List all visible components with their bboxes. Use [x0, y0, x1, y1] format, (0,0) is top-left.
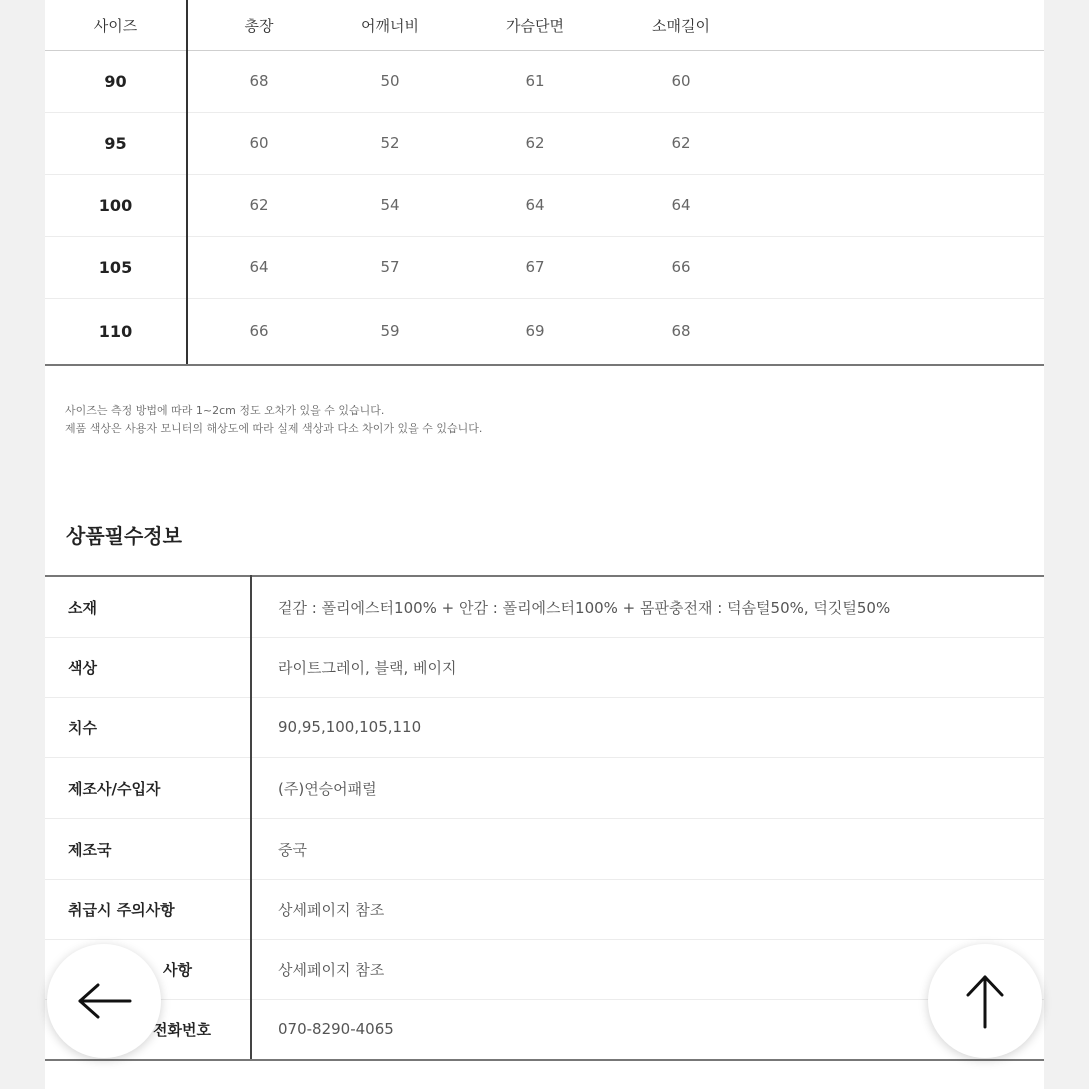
header-total-length: 총장	[244, 16, 274, 35]
table-row	[45, 697, 1044, 758]
header-shoulder-width: 어깨너비	[361, 16, 419, 35]
value-cell: 57	[380, 258, 400, 276]
table-row	[45, 879, 1044, 940]
value-cell: 64	[249, 258, 269, 276]
value-cell: 64	[671, 196, 691, 214]
value-cell: 61	[525, 72, 545, 90]
product-detail-sheet	[45, 0, 1044, 1089]
info-label: 사항	[163, 960, 192, 979]
table-row	[45, 999, 1044, 1059]
value-cell: 62	[525, 134, 545, 152]
info-value: 중국	[278, 840, 307, 859]
table-row	[45, 577, 1044, 638]
info-label: 제조사/수입자	[68, 779, 161, 798]
info-value: (주)연승어패럴	[278, 779, 377, 798]
column-divider	[186, 0, 188, 364]
value-cell: 54	[380, 196, 400, 214]
table-bottom-border	[45, 1059, 1044, 1061]
note-line: 제품 색상은 사용자 모니터의 해상도에 따라 실제 색상과 다소 차이가 있을 수 있습니다.	[65, 422, 483, 435]
size-cell: 95	[104, 133, 127, 153]
info-value: 상세페이지 참조	[278, 960, 385, 979]
table-row	[45, 50, 1044, 113]
info-label: 취급시 주의사항	[68, 900, 175, 919]
size-cell: 90	[104, 71, 127, 91]
info-label: 전화번호	[153, 1020, 211, 1039]
info-value: 상세페이지 참조	[278, 900, 385, 919]
value-cell: 66	[249, 322, 269, 340]
info-label: 소재	[68, 598, 97, 617]
scroll-top-button[interactable]	[928, 944, 1042, 1058]
table-row	[45, 112, 1044, 175]
back-button[interactable]	[47, 944, 161, 1058]
value-cell: 60	[671, 72, 691, 90]
info-value: 라이트그레이, 블랙, 베이지	[278, 658, 457, 677]
table-row	[45, 236, 1044, 299]
info-value: 90,95,100,105,110	[278, 718, 422, 736]
header-sleeve-length: 소매길이	[652, 16, 710, 35]
table-row	[45, 637, 1044, 698]
size-table	[45, 0, 1044, 366]
value-cell: 52	[380, 134, 400, 152]
value-cell: 62	[249, 196, 269, 214]
header-chest-width: 가슴단면	[506, 16, 564, 35]
table-row	[45, 298, 1044, 364]
value-cell: 68	[249, 72, 269, 90]
arrow-left-icon	[74, 981, 134, 1021]
product-info-table	[45, 575, 1044, 1062]
value-cell: 59	[380, 322, 400, 340]
value-cell: 62	[671, 134, 691, 152]
size-cell: 105	[98, 257, 133, 277]
note-line: 사이즈는 측정 방법에 따라 1~2cm 정도 오차가 있을 수 있습니다.	[65, 404, 385, 417]
table-row	[45, 758, 1044, 819]
info-label: 치수	[68, 718, 97, 737]
value-cell: 60	[249, 134, 269, 152]
size-table-header	[45, 0, 1044, 51]
value-cell: 50	[380, 72, 400, 90]
value-cell: 66	[671, 258, 691, 276]
size-cell: 110	[98, 321, 133, 341]
column-divider	[250, 575, 252, 1061]
info-value: 겉감 : 폴리에스터100% + 안감 : 폴리에스터100% + 몸판충전재 : 덕솜털50%, 덕깃털50%	[278, 598, 891, 617]
header-size: 사이즈	[93, 16, 138, 35]
size-notes	[65, 402, 482, 438]
section-title: 상품필수정보	[66, 524, 182, 548]
info-value: 070-8290-4065	[278, 1020, 394, 1038]
value-cell: 69	[525, 322, 545, 340]
info-label: 색상	[68, 658, 97, 677]
value-cell: 67	[525, 258, 545, 276]
value-cell: 64	[525, 196, 545, 214]
table-row	[45, 819, 1044, 880]
info-label: 제조국	[68, 840, 112, 859]
table-bottom-border	[45, 364, 1044, 366]
table-row	[45, 939, 1044, 1000]
size-cell: 100	[98, 195, 133, 215]
value-cell: 68	[671, 322, 691, 340]
table-row	[45, 174, 1044, 237]
arrow-up-icon	[963, 971, 1007, 1031]
